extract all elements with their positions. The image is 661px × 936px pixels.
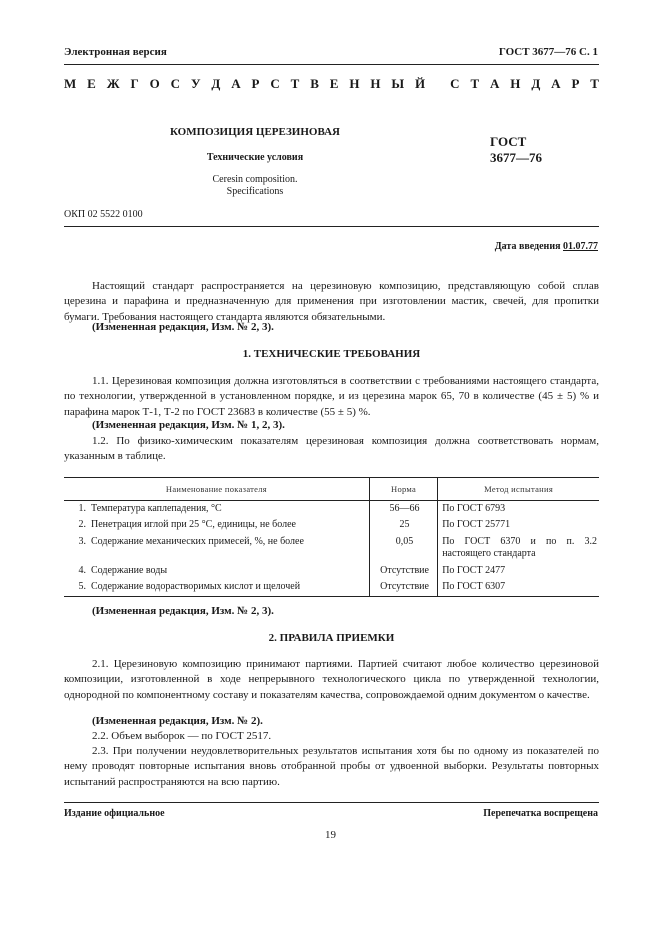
column-header-norm: Норма [369, 478, 437, 501]
clause-1-2: 1.2. По физико-химическим показателям церезиновая композиция должна соответствовать нормам, указанным в таблице. [64, 435, 599, 463]
norm-cell: Отсутствие [369, 579, 437, 596]
clause-2-3: 2.3. При получении неудовлетворительных результатов испытания хотя бы по одному из показателей по нему проводят повторные испытания вновь отобранной пробы от удвоенной выборки. Результаты повторных испытаний распространяются на всю партию. [64, 745, 599, 788]
document-title: КОМПОЗИЦИЯ ЦЕРЕЗИНОВАЯ [169, 126, 340, 138]
reprint-prohibited-label: Перепечатка воспрещена [483, 808, 598, 819]
table-row [64, 517, 599, 534]
indicator-cell: 5. Содержание водорастворимых кислот и щелочей [64, 579, 369, 596]
clause-1-1: 1.1. Церезиновая композиция должна изготовляться в соответствии с требованиями настоящего стандарта, по технологии, утвержденной в установленном порядке, и из церезина марок 65, 70 в количестве (45 ± 5) % и парафина марок Т-1, Т-2 по ГОСТ 23683 в количестве (55 ± 5) %. [64, 375, 599, 418]
clause-2-2: 2.2. Объем выборок — по ГОСТ 2517. [92, 730, 272, 742]
method-cell: По ГОСТ 6793 [442, 502, 506, 514]
okp-code: ОКП 02 5522 0100 [64, 209, 143, 220]
banner-letter: Ы [391, 76, 405, 91]
english-title-line2: Specifications [226, 186, 284, 197]
banner-letter: В [310, 76, 319, 91]
intro-revision-note: (Измененная редакция, Изм. № 2, 3). [92, 321, 274, 333]
method-cell: По ГОСТ 6307 [438, 579, 599, 596]
banner-letter [436, 76, 439, 92]
method-cell: По ГОСТ 2477 [442, 564, 506, 576]
norm-cell: Отсутствие [369, 563, 437, 580]
page-reference: ГОСТ 3677—76 С. 1 [498, 46, 598, 58]
table-revision-note: (Измененная редакция, Изм. № 2, 3). [92, 605, 274, 617]
banner-letter: Т [470, 76, 480, 91]
banner-letter: Р [571, 76, 580, 91]
banner-letter: М [64, 76, 77, 91]
banner-letter: У [190, 76, 201, 91]
gost-label: ГОСТ [490, 134, 527, 149]
document-subtitle: Технические условия [206, 152, 304, 163]
indicator-cell: 1. Температура каплепадения, °С [64, 500, 369, 517]
norm-cell: 25 [369, 517, 437, 534]
banner-letter: Д [531, 76, 541, 91]
edition-label: Электронная версия [64, 46, 167, 58]
gost-designation [490, 134, 550, 166]
norm-cell: 56—66 [369, 500, 437, 517]
section-2-heading: 2. ПРАВИЛА ПРИЕМКИ [268, 632, 395, 644]
banner-letter: Т [290, 76, 300, 91]
method-cell: По ГОСТ 6370 и по п. 3.2 настоящего стандарта [442, 535, 597, 559]
banner-letter: Ж [106, 76, 120, 91]
title-rule [64, 226, 599, 227]
header-rule [64, 64, 599, 65]
specification-table [64, 477, 599, 597]
table-row [64, 534, 599, 563]
banner-letter: Н [510, 76, 521, 91]
banner-letter: А [231, 76, 241, 91]
clause-2-1-revision: (Измененная редакция, Изм. № 2). [92, 715, 263, 727]
table-header-row [64, 478, 599, 501]
banner-letter: С [450, 76, 460, 91]
banner-letter: Н [370, 76, 381, 91]
column-header-indicator: Наименование показателя [64, 478, 369, 501]
banner-letter: Н [349, 76, 360, 91]
date-value: 01.07.77 [563, 241, 598, 252]
banner-letter: О [149, 76, 160, 91]
table-row [64, 563, 599, 580]
banner-letter: Д [211, 76, 221, 91]
banner-letter: Г [130, 76, 139, 91]
banner-letter: Т [590, 76, 599, 91]
page-number: 19 [325, 829, 336, 841]
banner-letter: С [170, 76, 181, 91]
footer-rule [64, 802, 599, 803]
banner-letter: С [270, 76, 280, 91]
banner-letter: А [551, 76, 561, 91]
banner-letter: А [490, 76, 500, 91]
banner-letter: Р [251, 76, 260, 91]
gost-number: 3677—76 [490, 150, 542, 165]
indicator-cell: 3. Содержание механических примесей, %, не более [64, 534, 369, 563]
indicator-cell: 4. Содержание воды [64, 563, 369, 580]
norm-cell: 0,05 [369, 534, 437, 563]
banner-letter: Е [87, 76, 96, 91]
intro-paragraph: Настоящий стандарт распространяется на церезиновую композицию, представляющую собой сплав церезина и парафина и предназначенную для применения при изготовлении мастик, свечей, для пропитки бумаги. Требования настоящего стандарта являются обязательными. [64, 280, 599, 323]
column-header-method: Метод испытания [438, 478, 599, 501]
method-cell: По ГОСТ 25771 [442, 519, 511, 530]
indicator-cell: 2. Пенетрация иглой при 25 °С, единицы, не более [64, 517, 369, 534]
official-edition-label: Издание официальное [64, 808, 165, 819]
table-row [64, 579, 599, 596]
clause-1-1-revision: (Измененная редакция, Изм. № 1, 2, 3). [92, 419, 285, 431]
section-1-heading: 1. ТЕХНИЧЕСКИЕ ТРЕБОВАНИЯ [242, 348, 421, 360]
clause-2-1: 2.1. Церезиновую композицию принимают партиями. Партией считают любое количество церезиновой композиции, изготовленной в ходе непрерывного технологического цикла по утвержденной технологии, однородной по компонентному составу и показателям качества, сопровождаемой одним документом о качестве. [64, 658, 599, 701]
effective-date [495, 241, 598, 252]
standard-banner [64, 76, 599, 92]
table-row [64, 500, 599, 517]
english-title-line1: Ceresin composition. [212, 174, 298, 185]
banner-letter: Й [415, 76, 426, 91]
date-label: Дата введения [494, 241, 561, 252]
banner-letter: Е [329, 76, 339, 91]
